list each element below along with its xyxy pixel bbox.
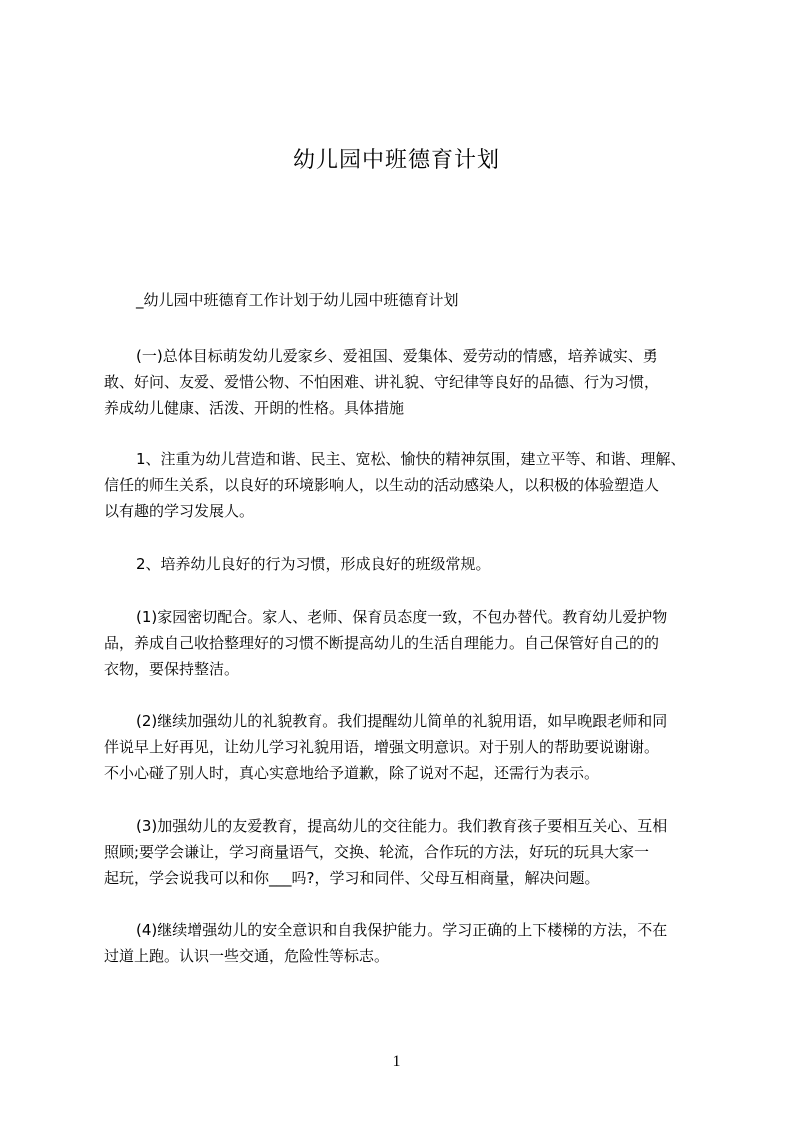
text-line: 照顾;要学会谦让，学习商量语气，交换、轮流，合作玩的方法，好玩的玩具大家一 xyxy=(104,843,650,862)
paragraph-sub-4 xyxy=(104,917,744,969)
paragraph-sub-3 xyxy=(104,813,744,892)
text-line: 过道上跑。认识一些交通，危险性等标志。 xyxy=(104,947,390,966)
text-line: 2、培养幼儿良好的行为习惯，形成良好的班级常规。 xyxy=(136,555,491,573)
text-line: 信任的师生关系，以良好的环境影响人，以生动的活动感染人，以积极的体验塑造人 xyxy=(104,476,660,495)
text-line: 敢、好问、友爱、爱惜公物、不怕困难、讲礼貌、守纪律等良好的品德、行为习惯， xyxy=(104,373,660,392)
text-line: 伴说早上好再见，让幼儿学习礼貌用语，增强文明意识。对于别人的帮助要说谢谢。 xyxy=(104,738,660,757)
text-line: (3)加强幼儿的友爱教育，提高幼儿的交往能力。我们教育孩子要相互关心、互相 xyxy=(136,817,668,835)
paragraph-item-1 xyxy=(104,446,744,525)
paragraph-sub-2 xyxy=(104,708,744,787)
text-line: 1、注重为幼儿营造和谐、民主、宽松、愉快的精神氛围，建立平等、和谐、理解、 xyxy=(136,450,686,468)
text-line: 品，养成自己收拾整理好的习惯不断提高幼儿的生活自理能力。自己保管好自己的的 xyxy=(104,634,660,653)
paragraph-goals xyxy=(104,343,744,422)
text-line: 衣物，要保持整洁。 xyxy=(104,660,240,679)
text-line: (4)继续增强幼儿的安全意识和自我保护能力。学习正确的上下楼梯的方法，不在 xyxy=(136,921,668,939)
text-line: 不小心碰了别人时，真心实意地给予道歉，除了说对不起，还需行为表示。 xyxy=(104,764,600,783)
text-line: (2)继续加强幼儿的礼貌教育。我们提醒幼儿简单的礼貌用语，如早晚跟老师和同 xyxy=(136,712,668,730)
text-line: _幼儿园中班德育工作计划于幼儿园中班德育计划 xyxy=(136,291,459,309)
text-line: 起玩，学会说我可以和你___吗?，学习和同伴、父母互相商量，解决问题。 xyxy=(104,869,600,888)
text-line: (一)总体目标萌发幼儿爱家乡、爱祖国、爱集体、爱劳动的情感，培养诚实、勇 xyxy=(136,347,658,365)
document-title: 幼儿园中班德育计划 xyxy=(292,148,500,173)
paragraph-sub-1 xyxy=(104,604,744,683)
paragraph-item-2 xyxy=(104,551,744,577)
text-line: (1)家园密切配合。家人、老师、保育员态度一致，不包办替代。教育幼儿爱护物 xyxy=(136,608,668,626)
text-line: 以有趣的学习发展人。 xyxy=(104,502,255,521)
text-line: 养成幼儿健康、活泼、开朗的性格。具体措施 xyxy=(104,399,405,418)
subtitle-paragraph xyxy=(104,287,744,313)
page-number: 1 xyxy=(392,1053,401,1070)
